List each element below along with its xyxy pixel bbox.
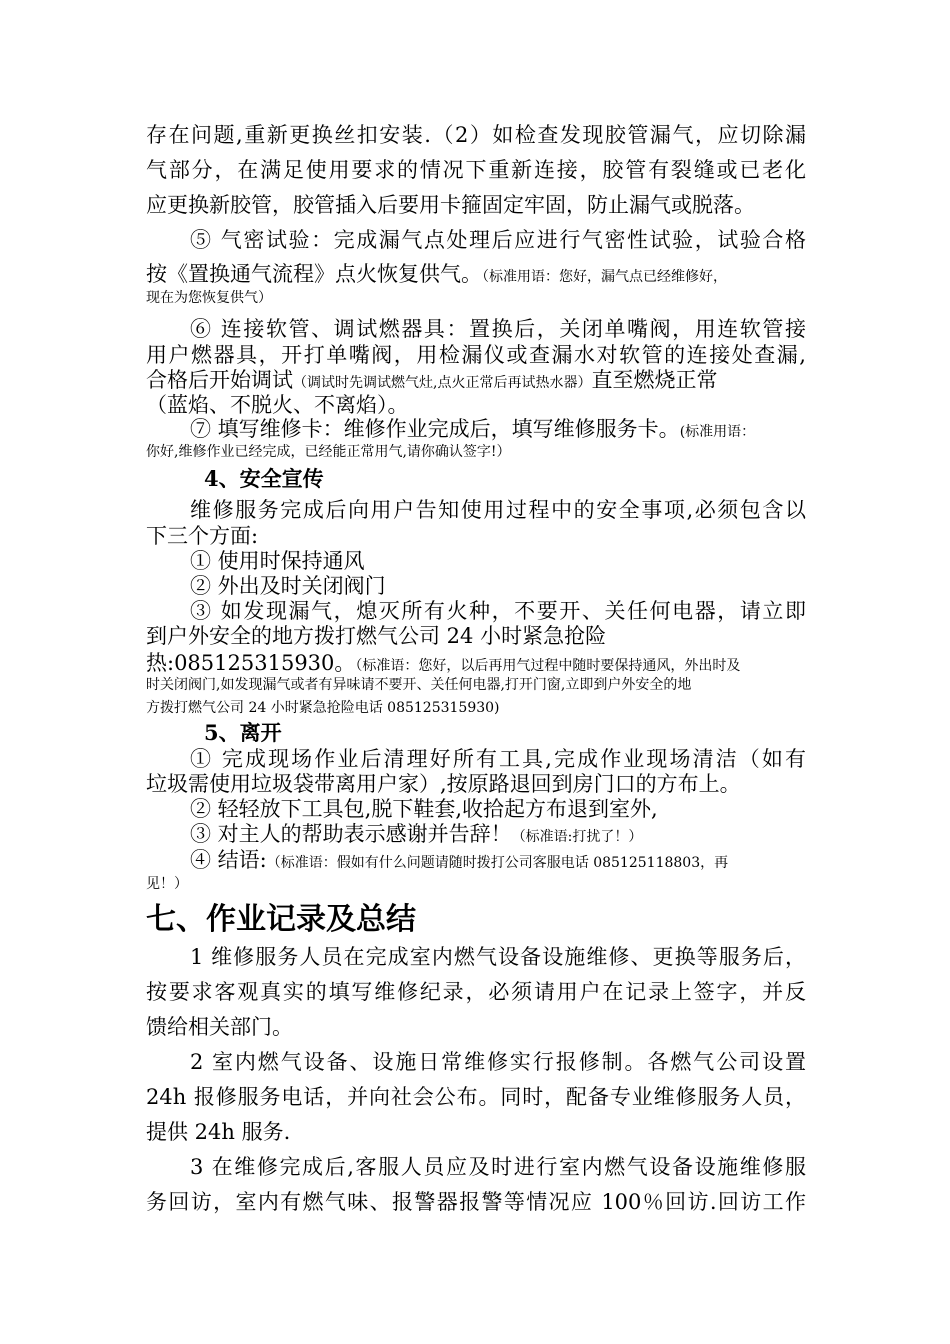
list-item: ② 轻轻放下工具包,脱下鞋套,收拾起方布退到室外, — [190, 797, 658, 821]
chapter-heading-7: 七、作业记录及总结 — [146, 902, 416, 937]
body-line: 垃圾需使用垃圾袋带离用户家）,按原路退回到房门口的方布上。 — [146, 772, 741, 796]
section-heading-4: 4、安全宣传 — [204, 466, 324, 491]
body-line: 馈给相关部门。 — [146, 1015, 293, 1039]
body-line: ⑥ 连接软管、调试燃器具：置换后，关闭单嘴阀，用连软管接 — [190, 317, 806, 341]
standard-phrase: （标准语：您好，以后再用气过程中随时要保持通风，外出时及 — [355, 658, 741, 674]
body-line: （蓝焰、不脱火、不离焰）。 — [146, 393, 409, 417]
list-item — [190, 847, 728, 873]
standard-phrase: 你好,维修作业已经完成，已经能正常用气,请你确认签字!） — [146, 444, 511, 460]
standard-phrase: 见！） — [146, 876, 188, 892]
body-line: 下三个方面: — [146, 524, 259, 548]
body-line: 按要求客观真实的填写维修纪录，必须请用户在记录上签字，并反 — [146, 980, 806, 1004]
body-line — [190, 416, 755, 442]
body-line: 存在问题,重新更换丝扣安装.（2）如检查发现胶管漏气，应切除漏 — [146, 123, 806, 147]
body-text: ③ 对主人的帮助表示感谢并告辞！ — [190, 822, 512, 846]
standard-phrase: 现在为您恢复供气） — [146, 290, 272, 306]
body-line: 气部分，在满足使用要求的情况下重新连接，胶管有裂缝或已老化 — [146, 158, 806, 182]
body-line: 到户外安全的地方拨打燃气公司 24 小时紧急抢险 — [146, 624, 607, 648]
body-line — [146, 367, 717, 393]
section-heading-5: 5、离开 — [204, 720, 282, 745]
body-line: 维修服务完成后向用户告知使用过程中的安全事项,必须包含以 — [190, 498, 806, 522]
body-text: 按《置换通气流程》点火恢复供气。 — [146, 262, 482, 286]
body-line: 24h 报修服务电话，并向社会公布。同时，配备专业维修服务人员， — [146, 1085, 806, 1109]
body-text: 直至燃烧正常 — [591, 368, 718, 392]
body-line: 3 在维修完成后,客服人员应及时进行室内燃气设备设施维修服 — [190, 1155, 806, 1179]
standard-phrase: （标准语:打扰了！） — [511, 829, 643, 845]
list-item: ① 使用时保持通风 — [190, 549, 365, 573]
list-item: ② 外出及时关闭阀门 — [190, 574, 386, 598]
body-line: ⑤ 气密试验：完成漏气点处理后应进行气密性试验，试验合格 — [190, 228, 806, 252]
standard-phrase: 方拨打燃气公司 24 小时紧急抢险电话 085125315930) — [146, 700, 500, 716]
body-text: 热:085125315930。 — [146, 651, 356, 675]
body-line: 应更换新胶管，胶管插入后要用卡箍固定牢固，防止漏气或脱落。 — [146, 193, 755, 217]
body-line: 用户燃器具，开打单嘴阀，用检漏仪或查漏水对软管的连接处查漏, — [146, 343, 806, 367]
body-line: 提供 24h 服务. — [146, 1120, 291, 1144]
standard-phrase: 时关闭阀门,如发现漏气或者有异味请不要开、关任何电器,打开门窗,立即到户外安全的地 — [146, 677, 692, 693]
standard-phrase: （调试时先调试燃气灶,点火正常后再试热水器） — [293, 375, 592, 391]
body-line: 2 室内燃气设备、设施日常维修实行报修制。各燃气公司设置 — [190, 1050, 806, 1074]
list-item — [190, 821, 642, 847]
body-text: ⑦ 填写维修卡：维修作业完成后，填写维修服务卡。 — [190, 417, 680, 441]
list-item: ③ 如发现漏气，熄灭所有火种，不要开、关任何电器，请立即 — [190, 599, 806, 623]
body-line — [146, 261, 727, 287]
body-line: 1 维修服务人员在完成室内燃气设备设施维修、更换等服务后， — [190, 945, 806, 969]
body-line — [146, 650, 740, 676]
body-text: 合格后开始调试 — [146, 368, 293, 392]
body-line: 务回访，室内有燃气味、报警器报警等情况应 100％回访.回访工作 — [146, 1190, 806, 1214]
standard-phrase: （标准用语：您好，漏气点已经维修好， — [482, 269, 727, 285]
body-text: ④ 结语: — [190, 848, 267, 872]
standard-phrase: (标准用语： — [679, 424, 756, 440]
list-item: ① 完成现场作业后清理好所有工具,完成作业现场清洁（如有 — [190, 747, 806, 771]
standard-phrase: （标准语：假如有什么问题请随时拨打公司客服电话 085125118803，再 — [266, 855, 729, 871]
